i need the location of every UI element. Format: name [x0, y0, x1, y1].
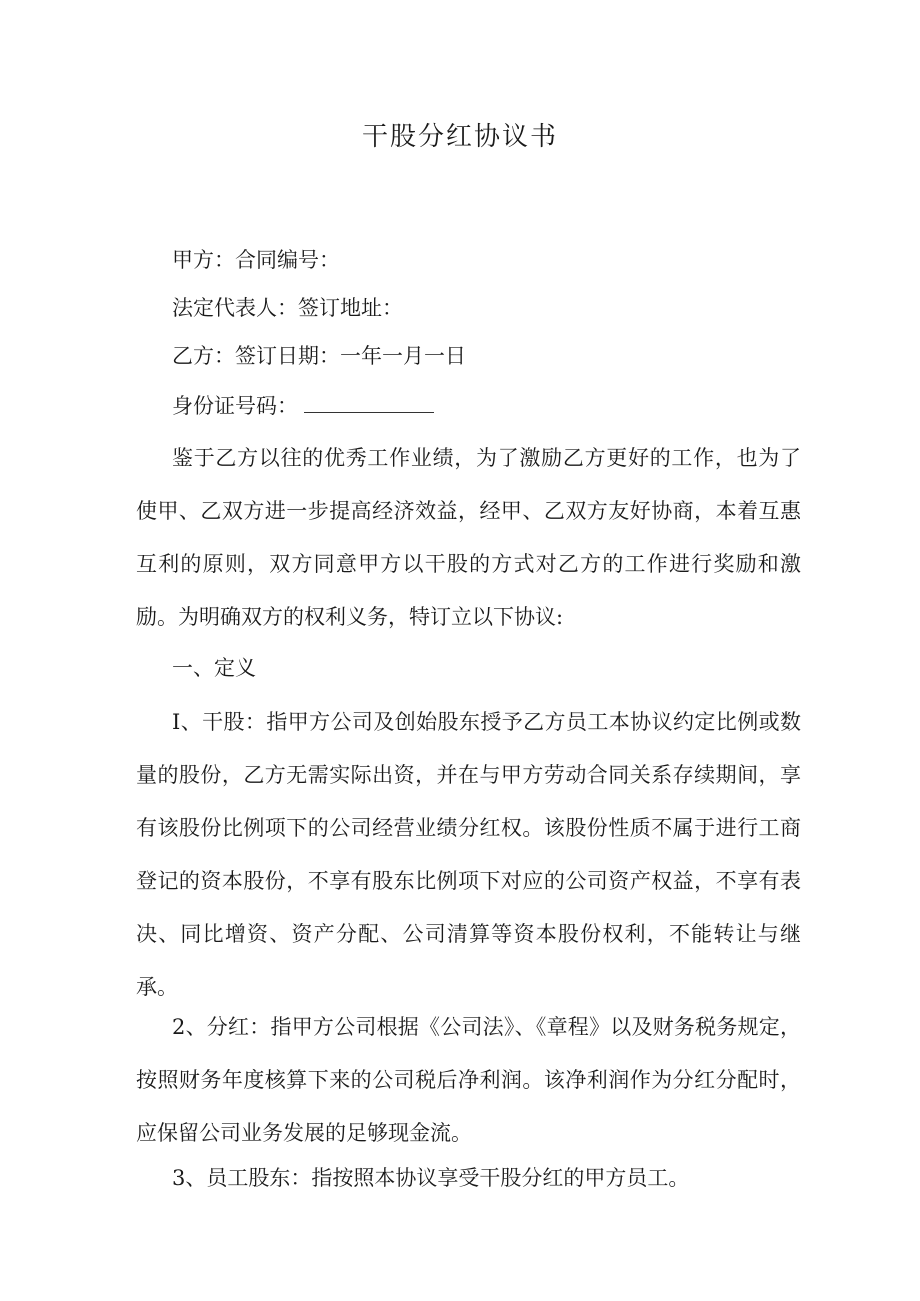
id-number-label: 身份证号码：	[172, 394, 298, 418]
id-number-line	[172, 390, 434, 420]
id-number-blank	[304, 392, 434, 413]
legal-representative-line: 法定代表人：签订地址：	[172, 296, 403, 320]
definition-item-dividend: 2、分红：指甲方公司根据《公司法》、《章程》以及财务税务规定，按照财务年度核算下来的公司税后净利润。该净利润作为分红分配时，应保留公司业务发展的足够现金流。	[136, 1015, 801, 1145]
party-a-line: 甲方：合同编号：	[172, 248, 340, 272]
definition-item-equity: I、干股：指甲方公司及创始股东授予乙方员工本协议约定比例或数量的股份，乙方无需实际出资，并在与甲方劳动合同关系存续期间，享有该股份比例项下的公司经营业绩分红权。该股份性质不属于进行工商登记的资本股份，不享有股东比例项下对应的公司资产权益，不享有表决、同比增资、资产分配、公司清算等资本股份权利，不能转让与继承。	[136, 710, 801, 999]
definition-item-employee-shareholder: 3、员工股东：指按照本协议享受干股分红的甲方员工。	[172, 1166, 690, 1190]
document-title: 干股分红协议书	[361, 122, 558, 152]
preamble-paragraph: 鉴于乙方以往的优秀工作业绩，为了激励乙方更好的工作，也为了使甲、乙双方进一步提高经济效益，经甲、乙双方友好协商，本着互惠互利的原则，双方同意甲方以干股的方式对乙方的工作进行奖励和激励。为明确双方的权利义务，特订立以下协议:	[136, 446, 801, 629]
party-b-line: 乙方：签订日期：一年一月一日	[172, 344, 466, 368]
section-heading-definitions: 一、定义	[172, 656, 256, 680]
